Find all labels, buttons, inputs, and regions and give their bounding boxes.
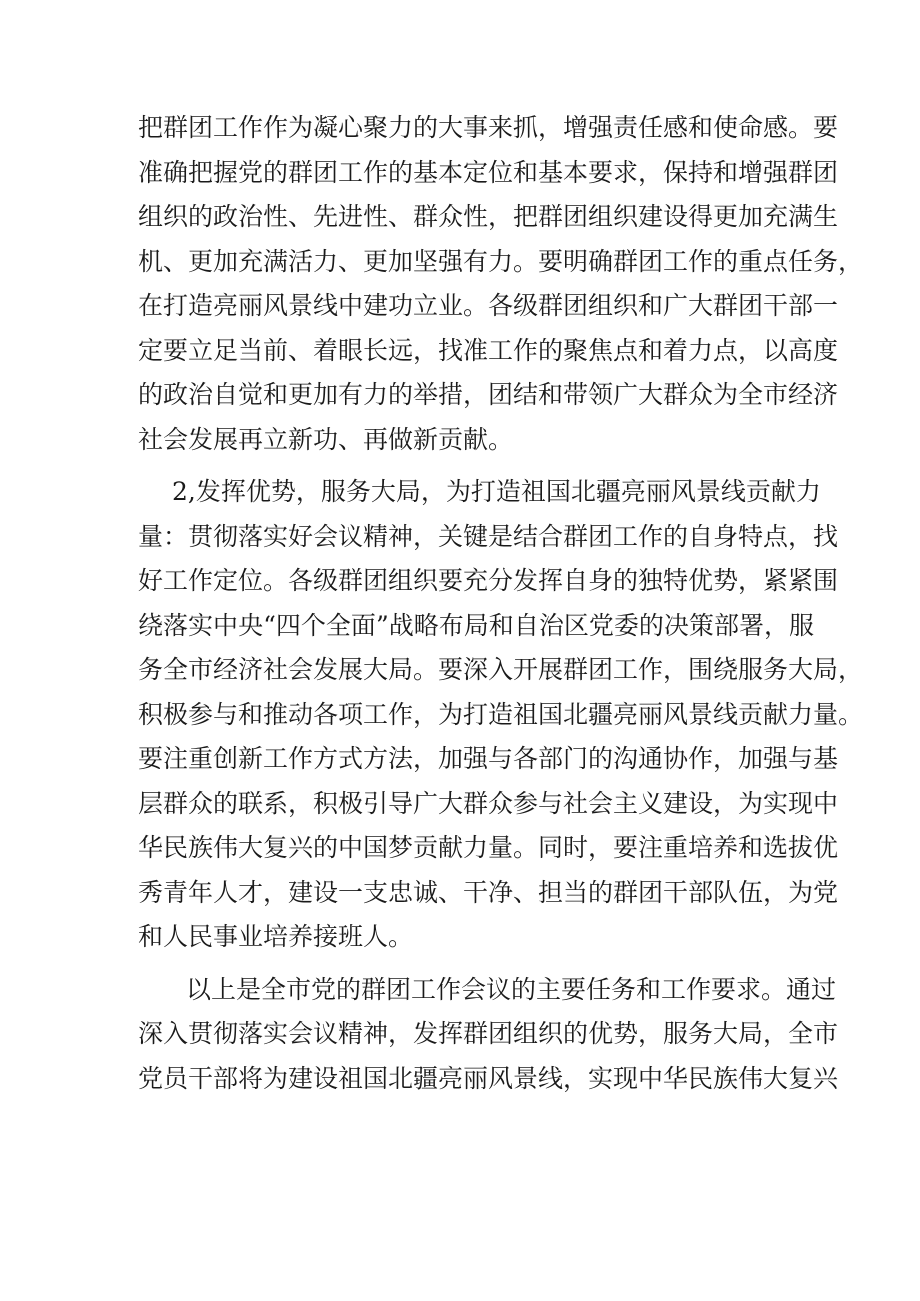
- paragraph-line: 和人民事业培养接班人。: [138, 922, 414, 951]
- paragraph-line: 社会发展再立新功、再做新贡献。: [138, 424, 514, 454]
- paragraph-line: 好工作定位。各级群团组织要充分发挥自身的独特优势，紧紧围: [138, 566, 839, 595]
- paragraph-line: 在打造亮丽风景线中建功立业。各级群团组织和广大群团干部一: [138, 291, 839, 320]
- paragraph-2: [138, 470, 864, 960]
- paragraph-line: 2,发挥优势，服务大局，为打造祖国北疆亮丽风景线贡献力: [172, 477, 821, 506]
- paragraph-line: 要注重创新工作方式方法，加强与各部门的沟通协作，加强与基: [138, 744, 839, 773]
- paragraph-line: 务全市经济社会发展大局。要深入开展群团工作，围绕服务大局，: [138, 655, 864, 684]
- paragraph-gap: [138, 462, 814, 470]
- paragraph-line: 党员干部将为建设祖国北疆亮丽风景线，实现中华民族伟大复兴: [138, 1063, 839, 1093]
- paragraph-line: 准确把握党的群团工作的基本定位和基本要求，保持和增强群团: [138, 157, 839, 187]
- paragraph-line: 把群团工作作为凝心聚力的大事来抓，增强责任感和使命感。要: [138, 113, 839, 142]
- paragraph-1: [138, 106, 864, 462]
- paragraph-line: 组织的政治性、先进性、群众性，把群团组织建设得更加充满生: [138, 202, 839, 231]
- paragraph-line: 积极参与和推动各项工作，为打造祖国北疆亮丽风景线贡献力量。: [138, 699, 864, 729]
- paragraph-line: 的政治自觉和更加有力的举措，团结和带领广大群众为全市经济: [138, 380, 839, 409]
- paragraph-line: 量：贯彻落实好会议精神，关键是结合群团工作的自身特点，找: [138, 521, 839, 551]
- paragraph-line: 以上是全市党的群团工作会议的主要任务和工作要求。通过: [186, 974, 837, 1004]
- paragraph-gap: [138, 960, 814, 968]
- paragraph-3: [138, 968, 839, 1102]
- paragraph-line: 秀青年人才，建设一支忠诚、干净、担当的群团干部队伍，为党: [138, 877, 839, 907]
- paragraph-line: 绕落实中央“四个全面”战略布局和自治区党委的决策部署，服: [138, 610, 814, 640]
- paragraph-line: 定要立足当前、着眼长远，找准工作的聚焦点和着力点，以高度: [138, 335, 839, 365]
- document-body: [138, 106, 864, 1101]
- paragraph-line: 华民族伟大复兴的中国梦贡献力量。同时，要注重培养和选拔优: [138, 833, 839, 862]
- paragraph-line: 深入贯彻落实会议精神，发挥群团组织的优势，服务大局，全市: [138, 1019, 839, 1048]
- paragraph-line: 层群众的联系，积极引导广大群众参与社会主义建设，为实现中: [138, 788, 839, 818]
- paragraph-line: 机、更加充满活力、更加坚强有力。要明确群团工作的重点任务，: [138, 246, 864, 276]
